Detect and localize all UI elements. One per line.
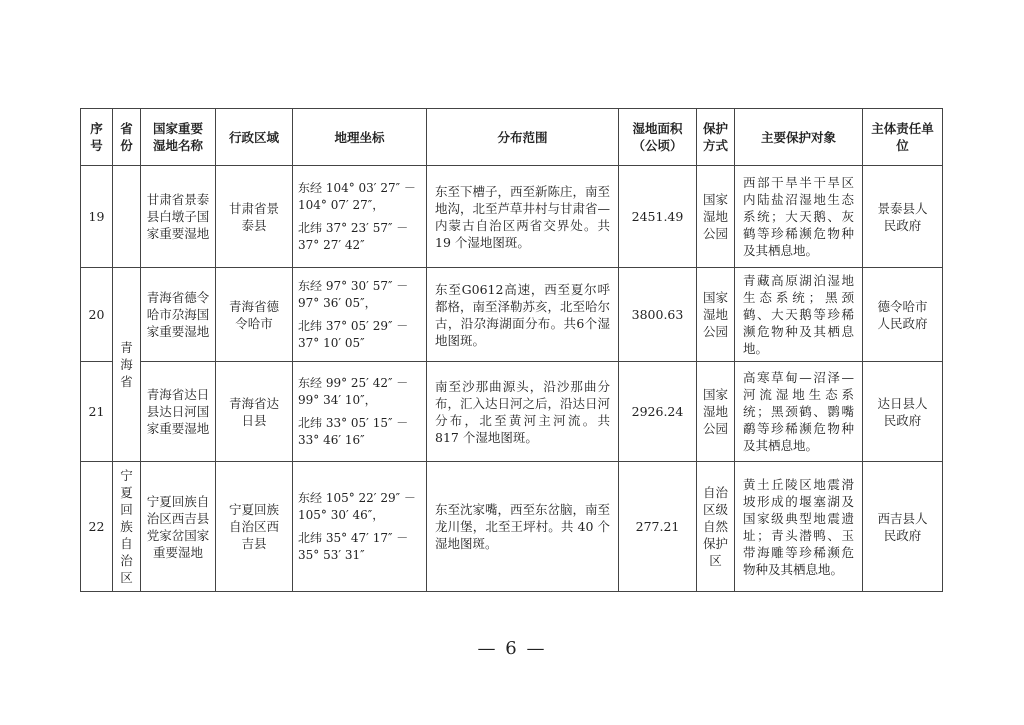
cell-province: 青海省 bbox=[113, 268, 141, 462]
cell-targets: 青藏高原湖泊湿地生态系统；黑颈鹤、大天鹅等珍稀濒危物种及其栖息地。 bbox=[735, 268, 863, 362]
table-row bbox=[81, 362, 943, 462]
cell-wetland-name: 青海省达日县达日河国家重要湿地 bbox=[141, 362, 216, 462]
header-seq: 序号 bbox=[81, 109, 113, 166]
cell-region: 宁夏回族自治区西吉县 bbox=[216, 462, 293, 592]
header-targets: 主要保护对象 bbox=[735, 109, 863, 166]
cell-targets: 西部干旱半干旱区内陆盐沼湿地生态系统；大天鹅、灰鹤等珍稀濒危物种及其栖息地。 bbox=[735, 166, 863, 268]
coord-longitude: 东经 97° 30′ 57″ －97° 36′ 05″， bbox=[298, 278, 409, 310]
cell-protection: 国家湿地公园 bbox=[697, 362, 735, 462]
table-row bbox=[81, 166, 943, 268]
cell-region: 青海省德令哈市 bbox=[216, 268, 293, 362]
header-range: 分布范围 bbox=[427, 109, 619, 166]
cell-range: 东至下槽子，西至新陈庄，南至地沟，北至芦草井村与甘肃省—内蒙古自治区两省交界处。共 19 个湿地图斑。 bbox=[427, 166, 619, 268]
coord-latitude: 北纬 35° 47′ 17″ －35° 53′ 31″ bbox=[298, 530, 409, 562]
cell-targets: 黄土丘陵区地震滑坡形成的堰塞湖及国家级典型地震遗址；青头潜鸭、玉带海雕等珍稀濒危物种及其栖息地。 bbox=[735, 462, 863, 592]
cell-province bbox=[113, 166, 141, 268]
cell-seq: 21 bbox=[81, 362, 113, 462]
table-row bbox=[81, 268, 943, 362]
cell-range: 东至G0612高速，西至夏尔呼都格，南至泽勒苏亥，北至哈尔古，沿尕海湖面分布。共6个湿地图斑。 bbox=[427, 268, 619, 362]
cell-coordinates bbox=[293, 462, 427, 592]
table-header-row bbox=[81, 109, 943, 166]
cell-seq: 19 bbox=[81, 166, 113, 268]
header-protection: 保护方式 bbox=[697, 109, 735, 166]
cell-coordinates bbox=[293, 166, 427, 268]
cell-targets: 高寒草甸—沼泽—河流湿地生态系统；黑颈鹤、鹮嘴鹬等珍稀濒危物种及其栖息地。 bbox=[735, 362, 863, 462]
cell-area: 277.21 bbox=[619, 462, 697, 592]
coord-latitude: 北纬 33° 05′ 15″ －33° 46′ 16″ bbox=[298, 415, 409, 447]
header-coordinates: 地理坐标 bbox=[293, 109, 427, 166]
cell-region: 青海省达日县 bbox=[216, 362, 293, 462]
coord-latitude: 北纬 37° 05′ 29″ －37° 10′ 05″ bbox=[298, 318, 409, 350]
header-area: 湿地面积（公顷） bbox=[619, 109, 697, 166]
header-wetland-name: 国家重要湿地名称 bbox=[141, 109, 216, 166]
cell-responsible-unit: 西吉县人民政府 bbox=[863, 462, 943, 592]
wetland-table bbox=[80, 108, 943, 592]
cell-wetland-name: 青海省德令哈市尕海国家重要湿地 bbox=[141, 268, 216, 362]
coord-latitude: 北纬 37° 23′ 57″ －37° 27′ 42″ bbox=[298, 220, 409, 252]
cell-range: 南至沙那曲源头，沿沙那曲分布，汇入达日河之后，沿达日河分布，北至黄河主河流。共 817 个湿地图斑。 bbox=[427, 362, 619, 462]
cell-seq: 20 bbox=[81, 268, 113, 362]
cell-coordinates bbox=[293, 362, 427, 462]
cell-protection: 自治区级自然保护区 bbox=[697, 462, 735, 592]
cell-region: 甘肃省景泰县 bbox=[216, 166, 293, 268]
cell-responsible-unit: 景泰县人民政府 bbox=[863, 166, 943, 268]
table-row bbox=[81, 462, 943, 592]
cell-wetland-name: 甘肃省景泰县白墩子国家重要湿地 bbox=[141, 166, 216, 268]
cell-wetland-name: 宁夏回族自治区西吉县党家岔国家重要湿地 bbox=[141, 462, 216, 592]
cell-range: 东至沈家嘴，西至东岔脑，南至龙川堡，北至王坪村。共 40 个湿地图斑。 bbox=[427, 462, 619, 592]
cell-area: 3800.63 bbox=[619, 268, 697, 362]
coord-longitude: 东经 105° 22′ 29″ －105° 30′ 46″， bbox=[298, 490, 416, 522]
coord-longitude: 东经 99° 25′ 42″ －99° 34′ 10″， bbox=[298, 375, 409, 407]
header-region: 行政区域 bbox=[216, 109, 293, 166]
cell-responsible-unit: 德令哈市人民政府 bbox=[863, 268, 943, 362]
cell-area: 2451.49 bbox=[619, 166, 697, 268]
coord-longitude: 东经 104° 03′ 27″ －104° 07′ 27″， bbox=[298, 180, 416, 212]
cell-area: 2926.24 bbox=[619, 362, 697, 462]
cell-protection: 国家湿地公园 bbox=[697, 166, 735, 268]
cell-responsible-unit: 达日县人民政府 bbox=[863, 362, 943, 462]
cell-protection: 国家湿地公园 bbox=[697, 268, 735, 362]
header-responsible-unit: 主体责任单位 bbox=[863, 109, 943, 166]
cell-seq: 22 bbox=[81, 462, 113, 592]
cell-coordinates bbox=[293, 268, 427, 362]
page-number: — 6 — bbox=[477, 638, 547, 659]
cell-province: 宁夏回族自治区 bbox=[113, 462, 141, 592]
header-province: 省份 bbox=[113, 109, 141, 166]
